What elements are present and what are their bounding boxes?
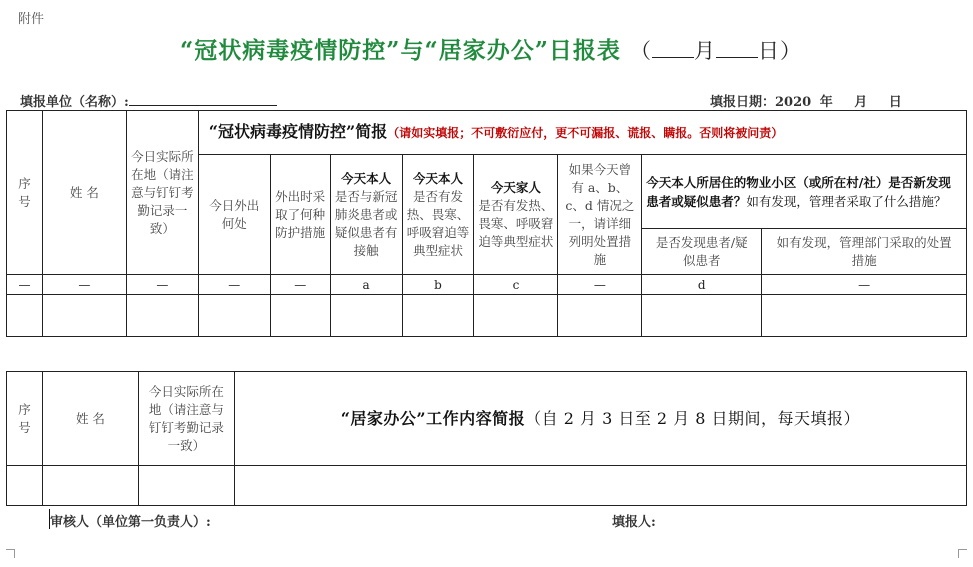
code-cell: d xyxy=(642,275,762,295)
entry-cell[interactable] xyxy=(138,466,234,506)
location-header: 今日实际所在地（请注意与钉钉考勤记录一致） xyxy=(126,111,198,275)
entry-cell[interactable] xyxy=(198,295,270,337)
unit-input-line[interactable] xyxy=(129,92,277,106)
title-paren-close: ） xyxy=(779,39,802,63)
epidemic-headline xyxy=(198,111,966,155)
seq-header-2: 序号 xyxy=(7,372,43,466)
epidemic-headline-title: “冠状病毒疫情防控”简报 xyxy=(208,122,388,141)
title-month: 月 xyxy=(693,39,716,63)
entry-cell[interactable] xyxy=(642,295,762,337)
entry-cell[interactable] xyxy=(558,295,642,337)
code-cell: — xyxy=(558,275,642,295)
found-header: 是否发现患者/疑似患者 xyxy=(642,229,762,275)
entry-cell[interactable] xyxy=(7,466,43,506)
attachment-label: 附件 xyxy=(18,12,45,27)
community-question-bold: 今天本人所居住的物业小区（或所在村/社）是否新发现患者或疑似患者？ xyxy=(646,174,951,209)
self-contact-header xyxy=(330,155,402,275)
work-report-table xyxy=(6,371,967,506)
work-headline xyxy=(234,372,966,466)
page-corner-mark xyxy=(6,549,15,558)
reviewer-label: 审核人（单位第一负责人）: xyxy=(50,515,211,530)
page-title xyxy=(180,32,802,65)
work-headline-rest: （自 2 月 3 日至 2 月 8 日期间，每天填报） xyxy=(525,408,861,428)
measures-header: 如果今天曾有 a、b、c、d 情况之一，请详细列明处置措施 xyxy=(558,155,642,275)
seq-header: 序号 xyxy=(7,111,43,275)
community-question-rest: 如有发现，管理者采取了什么措施？ xyxy=(746,193,947,209)
entry-cell[interactable] xyxy=(270,295,330,337)
entry-cell[interactable] xyxy=(7,295,43,337)
table-row xyxy=(7,466,967,506)
self-contact-bold: 今天本人 xyxy=(341,170,392,186)
entry-cell[interactable] xyxy=(762,295,967,337)
community-question xyxy=(642,155,967,229)
mgmt-header: 如有发现，管理部门采取的处置措施 xyxy=(762,229,967,275)
self-symptom-text: 是否有发热、畏寒、呼吸窘迫等典型症状 xyxy=(406,188,470,258)
location-header-2: 今日实际所在地（请注意与钉钉考勤记录一致） xyxy=(138,372,234,466)
entry-cell[interactable] xyxy=(474,295,558,337)
unit-label: 填报单位（名称）: xyxy=(20,95,129,110)
filler-label: 填报人: xyxy=(612,515,656,530)
epidemic-headline-note: （请如实填报；不可敷衍应付，更不可漏报、谎报、瞒报。否则将被问责） xyxy=(387,126,784,140)
self-symptom-bold: 今天本人 xyxy=(413,170,464,186)
page-corner-mark xyxy=(958,549,967,558)
code-cell: — xyxy=(762,275,967,295)
self-contact-text: 是否与新冠肺炎患者或疑似患者有接触 xyxy=(334,188,398,258)
title-day: 日 xyxy=(757,39,780,63)
entry-cell[interactable] xyxy=(42,295,126,337)
title-date-group xyxy=(630,39,802,63)
title-paren-open: （ xyxy=(629,39,652,63)
day-blank[interactable] xyxy=(716,39,758,58)
month-blank[interactable] xyxy=(652,39,694,58)
entry-cell[interactable] xyxy=(234,466,966,506)
work-headline-bold: “居家办公”工作内容简报 xyxy=(340,408,526,428)
self-symptom-header xyxy=(402,155,474,275)
title-main: “冠状病毒疫情防控”与“居家办公”日报表 xyxy=(180,37,621,64)
family-symptom-text: 是否有发热、畏寒、呼吸窘迫等典型症状 xyxy=(478,197,554,249)
entry-cell[interactable] xyxy=(126,295,198,337)
code-cell: b xyxy=(402,275,474,295)
epidemic-report-table xyxy=(6,110,967,337)
code-cell: c xyxy=(474,275,558,295)
name-header-2: 姓 名 xyxy=(42,372,138,466)
code-cell: — xyxy=(270,275,330,295)
protect-header: 外出时采取了何种防护措施 xyxy=(270,155,330,275)
table-row xyxy=(7,295,967,337)
entry-cell[interactable] xyxy=(402,295,474,337)
code-row xyxy=(7,275,967,295)
entry-cell[interactable] xyxy=(330,295,402,337)
name-header: 姓 名 xyxy=(42,111,126,275)
unit-row xyxy=(20,91,277,110)
code-cell: a xyxy=(330,275,402,295)
code-cell: — xyxy=(7,275,43,295)
entry-cell[interactable] xyxy=(42,466,138,506)
family-symptom-header xyxy=(474,155,558,275)
code-cell: — xyxy=(126,275,198,295)
code-cell: — xyxy=(42,275,126,295)
code-cell: — xyxy=(198,275,270,295)
fill-date: 填报日期：2020 年 月 日 xyxy=(710,95,902,110)
family-symptom-bold: 今天家人 xyxy=(490,179,541,195)
out-header: 今日外出何处 xyxy=(198,155,270,275)
